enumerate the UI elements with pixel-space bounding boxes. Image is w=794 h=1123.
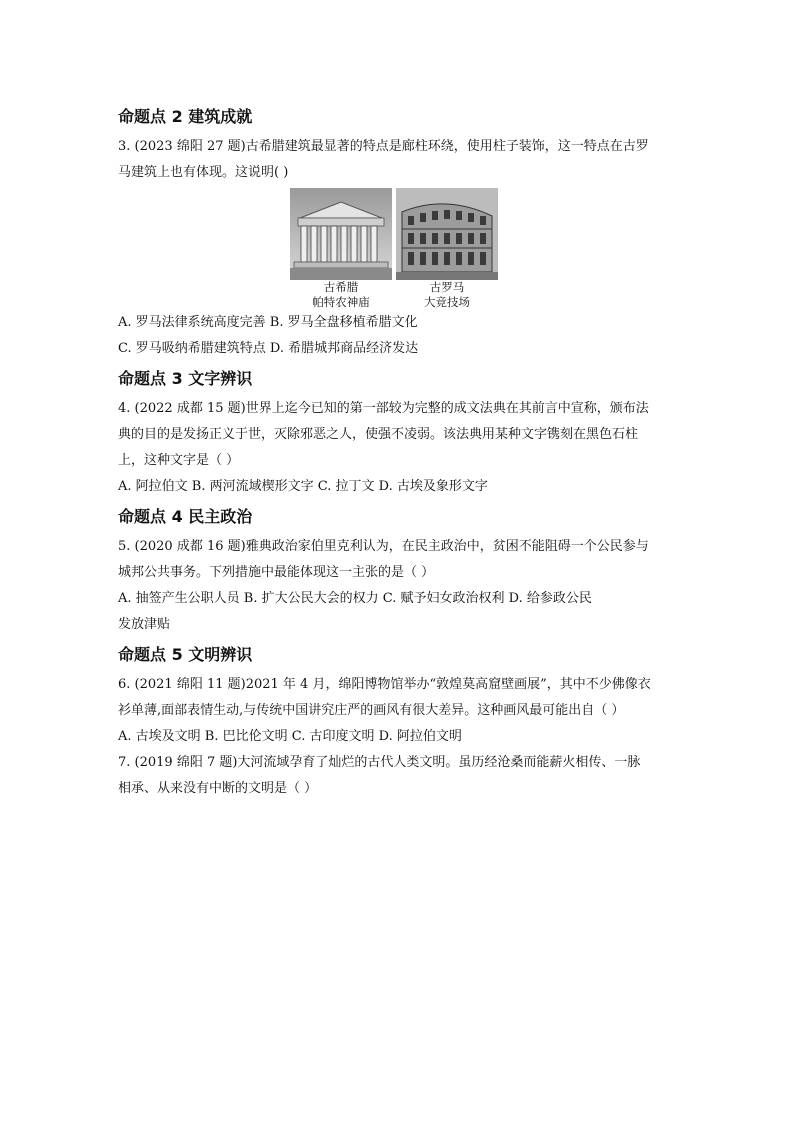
parthenon-caption-line-2: 帕特农神庙 — [312, 295, 370, 309]
question-4 — [118, 396, 678, 500]
question-6-line-2: 衫单薄,面部表情生动,与传统中国讲究庄严的画风有很大差异。这种画风最可能出自（ ） — [118, 703, 625, 718]
question-4-line-2: 典的目的是发扬正义于世，灭除邪恶之人，使强不凌弱。该法典用某种文字镌刻在黑色石柱 — [118, 427, 639, 442]
parthenon-image — [290, 188, 392, 280]
question-3-options-line-2: C. 罗马吸纳希腊建筑特点 D. 希腊城邦商品经济发达 — [118, 341, 419, 356]
question-5-options-line-2: 发放津贴 — [118, 617, 171, 632]
question-3-line-1: 3. (2023 绵阳 27 题)古希腊建筑最显著的特点是廊柱环绕，使用柱子装饰，这一特点在古罗 — [118, 139, 649, 154]
figure-colosseum — [396, 188, 498, 310]
question-6-options: A. 古埃及文明 B. 巴比伦文明 C. 古印度文明 D. 阿拉伯文明 — [118, 729, 462, 744]
worksheet-page — [118, 104, 678, 802]
question-7-line-1: 7. (2019 绵阳 7 题)大河流域孕育了灿烂的古代人类文明。虽历经沧桑而能薪火相传、一脉 — [118, 755, 641, 770]
section-heading-democracy: 命题点 4 民主政治 — [118, 507, 253, 526]
question-3-line-2: 马建筑上也有体现。这说明( ) — [118, 165, 289, 180]
question-3 — [118, 134, 678, 362]
question-5-options-line-1: A. 抽签产生公职人员 B. 扩大公民大会的权力 C. 赋予妇女政治权利 D. 给参政公民 — [118, 591, 592, 606]
section-heading-architecture: 命题点 2 建筑成就 — [118, 107, 253, 126]
question-4-line-3: 上，这种文字是（ ） — [118, 453, 240, 468]
question-6-line-1: 6. (2021 绵阳 11 题)2021 年 4 月，绵阳博物馆举办“敦煌莫高窟壁画展”，其中不少佛像衣 — [118, 677, 651, 692]
question-4-line-1: 4. (2022 成都 15 题)世界上迄今已知的第一部较为完整的成文法典在其前言中宣称，颁布法 — [118, 401, 649, 416]
figure-parthenon — [290, 188, 392, 310]
section-heading-civilization: 命题点 5 文明辨识 — [118, 645, 253, 664]
question-5-line-1: 5. (2020 成都 16 题)雅典政治家伯里克利认为，在民主政治中，贫困不能阻碍一个公民参与 — [118, 539, 649, 554]
colosseum-caption-line-1: 古罗马 — [429, 280, 465, 294]
question-3-figure — [290, 188, 500, 310]
question-3-options-line-1: A. 罗马法律系统高度完善 B. 罗马全盘移植希腊文化 — [118, 315, 418, 330]
section-heading-writing: 命题点 3 文字辨识 — [118, 369, 253, 388]
colosseum-image — [396, 188, 498, 280]
question-4-options: A. 阿拉伯文 B. 两河流域楔形文字 C. 拉丁文 D. 古埃及象形文字 — [118, 479, 488, 494]
question-7 — [118, 750, 678, 802]
question-5 — [118, 534, 678, 638]
question-5-line-2: 城邦公共事务。下列措施中最能体现这一主张的是（ ） — [118, 565, 435, 580]
colosseum-caption-line-2: 大竞技场 — [424, 295, 470, 309]
question-7-line-2: 相承、从来没有中断的文明是（ ） — [118, 781, 318, 796]
parthenon-caption-line-1: 古希腊 — [323, 280, 359, 294]
question-6 — [118, 672, 678, 750]
